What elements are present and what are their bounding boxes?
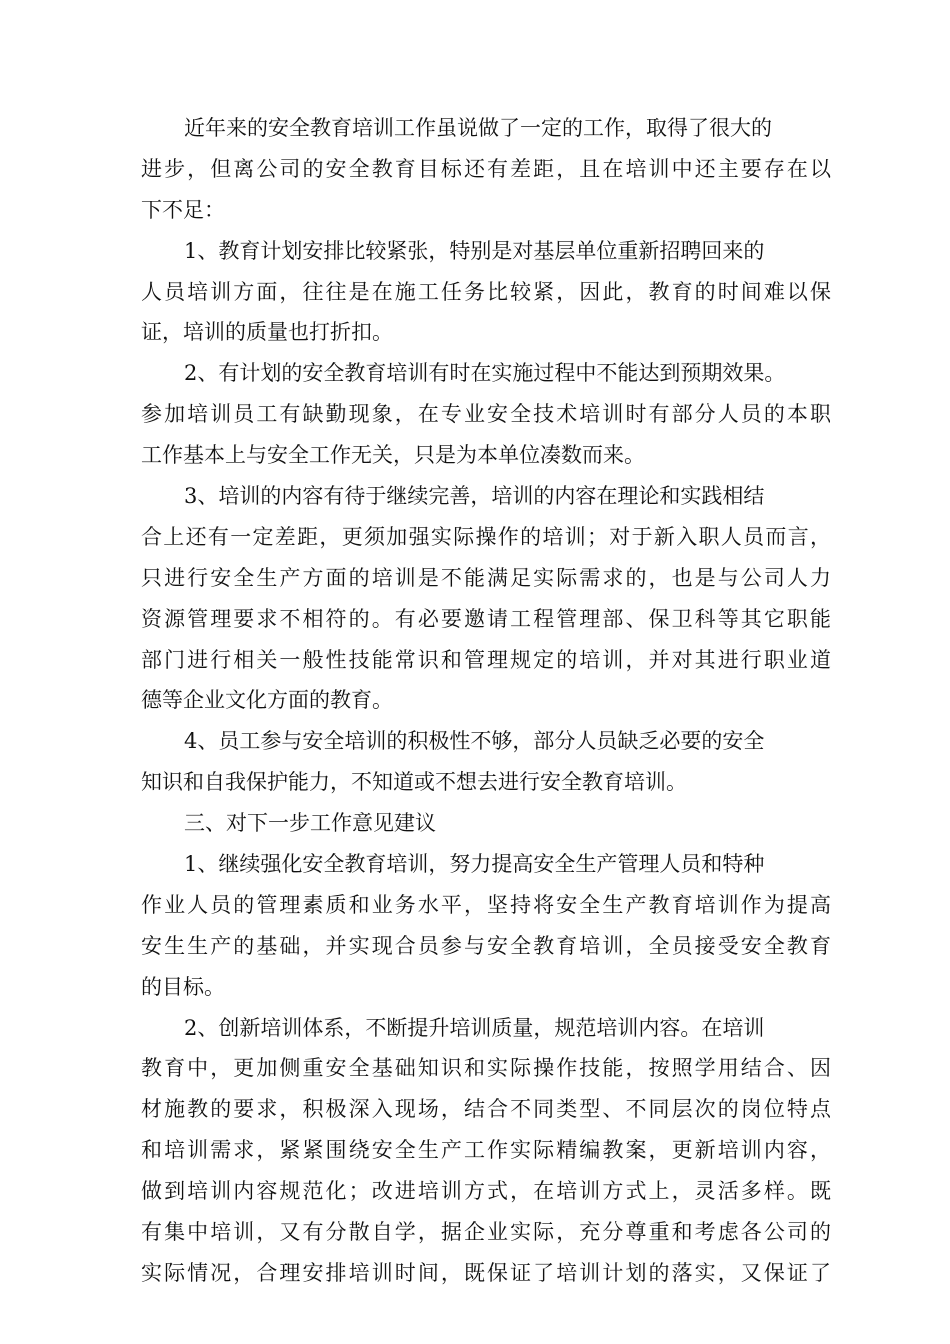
item-3-line-4: 资源管理要求不相符的。有必要邀请工程管理部、保卫科等其它职能 (141, 606, 831, 631)
paragraph-intro-line-1: 近年来的安全教育培训工作虽说做了一定的工作，取得了很大的 (184, 116, 772, 140)
item-1-line-2: 人员培训方面，往往是在施工任务比较紧，因此，教育的时间难以保 (141, 279, 831, 304)
suggestion-2-line-5: 做到培训内容规范化；改进培训方式，在培训方式上，灵活多样。既 (141, 1179, 831, 1204)
item-4-line-2: 知识和自我保护能力，不知道或不想去进行安全教育培训。 (141, 770, 687, 795)
suggestion-1-line-2: 作业人员的管理素质和业务水平，坚持将安全生产教育培训作为提高 (141, 892, 831, 917)
item-2-line-1: 2、有计划的安全教育培训有时在实施过程中不能达到预期效果。 (184, 361, 786, 386)
item-3-line-1: 3、培训的内容有待于继续完善，培训的内容在理论和实践相结 (184, 484, 765, 509)
item-2-line-3: 工作基本上与安全工作无关，只是为本单位凑数而来。 (141, 443, 645, 468)
suggestion-2-line-7: 实际情况，合理安排培训时间，既保证了培训计划的落实，又保证了 (141, 1260, 831, 1285)
suggestion-2-line-1: 2、创新培训体系，不断提升培训质量，规范培训内容。在培训 (184, 1015, 765, 1040)
item-3-line-3: 只进行安全生产方面的培训是不能满足实际需求的，也是与公司人力 (141, 565, 831, 590)
section-heading: 三、对下一步工作意见建议 (184, 811, 436, 836)
suggestion-1-line-1: 1、继续强化安全教育培训，努力提高安全生产管理人员和特种 (184, 852, 765, 877)
suggestion-2-line-6: 有集中培训，又有分散自学，据企业实际，充分尊重和考虑各公司的 (141, 1220, 831, 1245)
item-3-line-5: 部门进行相关一般性技能常识和管理规定的培训，并对其进行职业道 (141, 647, 831, 672)
item-4-line-1: 4、员工参与安全培训的积极性不够，部分人员缺乏必要的安全 (184, 729, 765, 754)
paragraph-intro-line-2: 进步，但离公司的安全教育目标还有差距，且在培训中还主要存在以 (141, 156, 831, 181)
item-1-line-3: 证，培训的质量也打折扣。 (141, 320, 393, 345)
paragraph-intro-line-3: 下不足： (141, 197, 225, 222)
item-3-line-6: 德等企业文化方面的教育。 (141, 688, 393, 713)
suggestion-2-line-3: 材施教的要求，积极深入现场，结合不同类型、不同层次的岗位特点 (141, 1097, 831, 1122)
suggestion-1-line-3: 安生生产的基础，并实现合员参与安全教育培训，全员接受安全教育 (141, 933, 831, 958)
item-3-line-2: 合上还有一定差距，更须加强实际操作的培训；对于新入职人员而言， (141, 524, 831, 549)
suggestion-1-line-4: 的目标。 (141, 974, 225, 999)
document-body (141, 108, 831, 1294)
item-1-line-1: 1、教育计划安排比较紧张，特别是对基层单位重新招聘回来的 (184, 238, 765, 263)
item-2-line-2: 参加培训员工有缺勤现象，在专业安全技术培训时有部分人员的本职 (141, 402, 831, 427)
suggestion-2-line-4: 和培训需求，紧紧围绕安全生产工作实际精编教案，更新培训内容， (141, 1138, 831, 1163)
suggestion-2-line-2: 教育中，更加侧重安全基础知识和实际操作技能，按照学用结合、因 (141, 1056, 831, 1081)
